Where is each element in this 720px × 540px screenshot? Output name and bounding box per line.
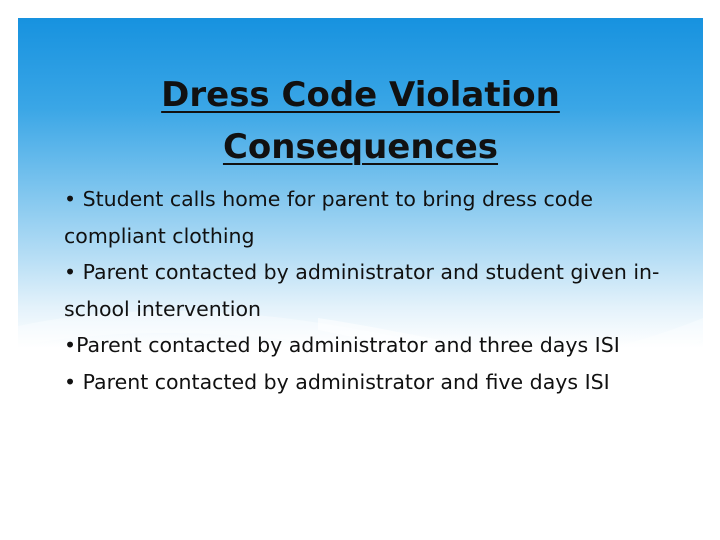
title-line-2: Consequences (222, 126, 499, 167)
slide-title (18, 69, 703, 173)
bullet-item-4: • Parent contacted by administrator and five days ISI (64, 369, 610, 394)
bullet-item-1: • Student calls home for parent to bring dress code compliant clothing (64, 187, 593, 248)
bullet-list (64, 181, 674, 400)
slide-background (18, 18, 703, 518)
title-line-1: Dress Code Violation (161, 74, 560, 115)
bullet-item-3: •Parent contacted by administrator and three days ISI (64, 333, 620, 357)
bullet-item-2: • Parent contacted by administrator and student given in-school intervention (64, 260, 660, 321)
